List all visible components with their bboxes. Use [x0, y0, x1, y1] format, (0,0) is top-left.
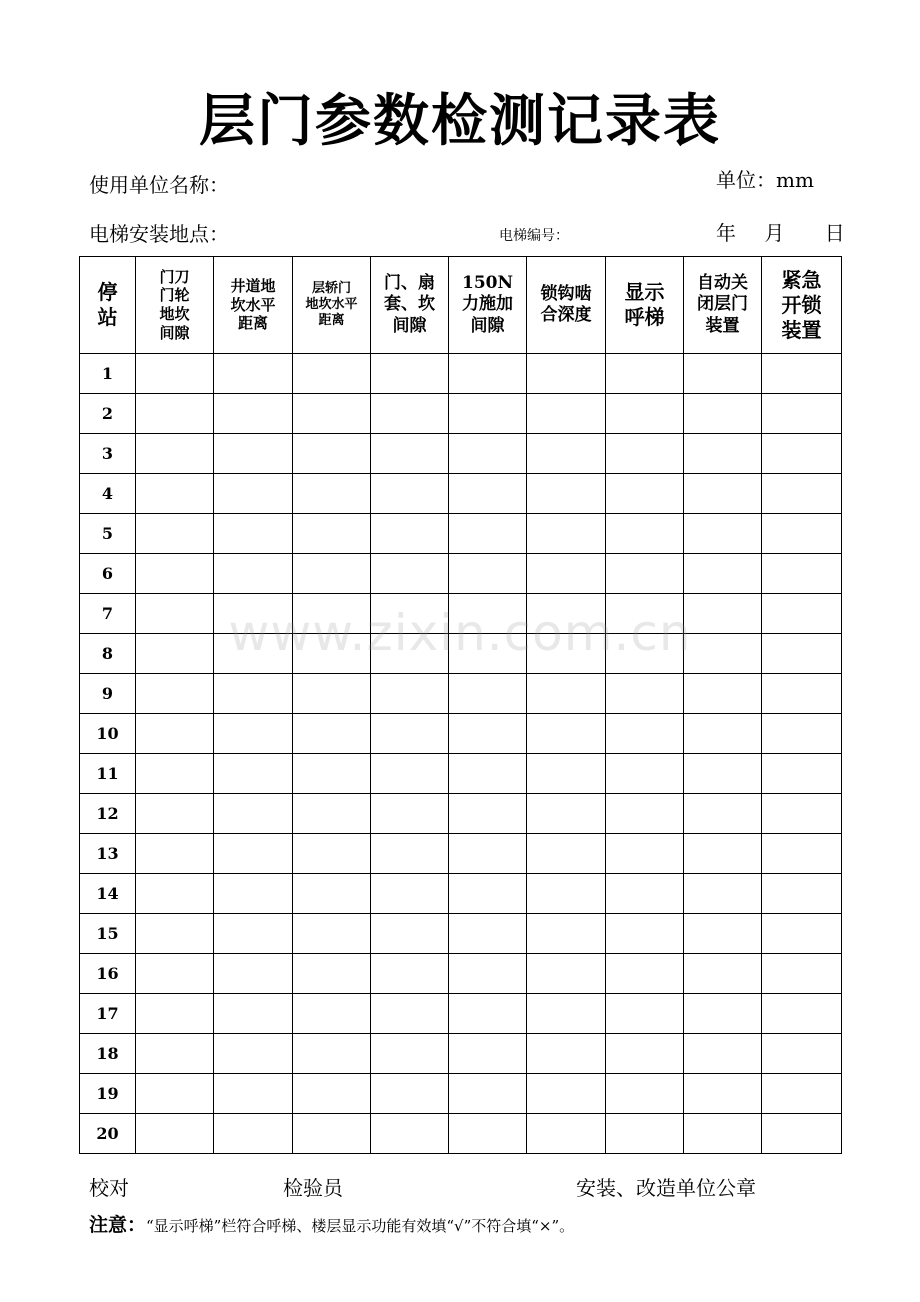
- table-cell: [606, 394, 684, 434]
- table-cell: [527, 434, 606, 474]
- table-cell: [527, 474, 606, 514]
- note-label: 注意：: [89, 1214, 147, 1236]
- table-cell: [293, 514, 371, 554]
- table-row: [80, 754, 842, 794]
- table-cell: [136, 954, 214, 994]
- stop-number: 12: [80, 794, 136, 834]
- stop-number: 7: [80, 594, 136, 634]
- table-cell: [762, 594, 842, 634]
- header-line: 装置: [705, 315, 740, 336]
- table-cell: [136, 554, 214, 594]
- table-cell: [136, 794, 214, 834]
- stop-number: 1: [80, 354, 136, 394]
- table-cell: [136, 1074, 214, 1114]
- header-line: 地坎: [159, 305, 190, 323]
- header-line: 150N: [461, 273, 514, 294]
- table-cell: [762, 1074, 842, 1114]
- table-cell: [371, 714, 449, 754]
- table-cell: [293, 1034, 371, 1074]
- header-line: 套、坎: [384, 294, 435, 315]
- table-row: [80, 554, 842, 594]
- header-150n-gap: [449, 257, 527, 354]
- table-cell: [449, 634, 527, 674]
- table-cell: [293, 954, 371, 994]
- table-cell: [214, 914, 293, 954]
- table-cell: [762, 554, 842, 594]
- table-cell: [762, 834, 842, 874]
- table-cell: [684, 354, 762, 394]
- table-row: [80, 914, 842, 954]
- stop-number: 9: [80, 674, 136, 714]
- page-title: 层门参数检测记录表: [199, 88, 721, 154]
- table-cell: [214, 754, 293, 794]
- header-line: 距离: [318, 313, 345, 329]
- table-cell: [136, 834, 214, 874]
- table-cell: [136, 714, 214, 754]
- table-cell: [684, 594, 762, 634]
- table-cell: [606, 914, 684, 954]
- table-cell: [214, 1114, 293, 1154]
- table-cell: [762, 994, 842, 1034]
- table-cell: [762, 354, 842, 394]
- header-shaft-sill-distance: [214, 257, 293, 354]
- table-cell: [606, 514, 684, 554]
- table-cell: [449, 834, 527, 874]
- table-cell: [449, 954, 527, 994]
- table-cell: [606, 1114, 684, 1154]
- table-row: [80, 474, 842, 514]
- header-line: 层轿门: [311, 280, 351, 296]
- table-cell: [371, 514, 449, 554]
- header-line: 站: [97, 305, 118, 329]
- table-row: [80, 394, 842, 434]
- table-cell: [449, 994, 527, 1034]
- table-cell: [293, 394, 371, 434]
- table-body: [80, 354, 842, 1154]
- table-cell: [136, 434, 214, 474]
- table-cell: [136, 1114, 214, 1154]
- elevator-number-label: 电梯编号：: [499, 228, 569, 244]
- table-cell: [214, 634, 293, 674]
- table-cell: [527, 394, 606, 434]
- stop-number: 17: [80, 994, 136, 1034]
- table-cell: [214, 1034, 293, 1074]
- table-cell: [762, 634, 842, 674]
- table-cell: [449, 674, 527, 714]
- table-cell: [214, 514, 293, 554]
- table-cell: [136, 514, 214, 554]
- header-line: 间隙: [470, 315, 505, 336]
- table-cell: [527, 714, 606, 754]
- stop-number: 2: [80, 394, 136, 434]
- table-cell: [762, 1114, 842, 1154]
- table-cell: [606, 354, 684, 394]
- stop-number: 16: [80, 954, 136, 994]
- table-row: [80, 994, 842, 1034]
- table-cell: [214, 954, 293, 994]
- table-cell: [449, 594, 527, 634]
- stop-number: 14: [80, 874, 136, 914]
- header-line: 门、扇: [384, 273, 435, 294]
- table-cell: [136, 994, 214, 1034]
- header-line: 停: [97, 280, 118, 304]
- table-cell: [449, 1074, 527, 1114]
- table-cell: [293, 474, 371, 514]
- table-cell: [527, 794, 606, 834]
- table-cell: [527, 674, 606, 714]
- table-cell: [684, 754, 762, 794]
- header-line: 间隙: [159, 323, 190, 342]
- table-cell: [684, 434, 762, 474]
- table-cell: [762, 474, 842, 514]
- table-cell: [371, 754, 449, 794]
- table-cell: [684, 394, 762, 434]
- table-cell: [606, 634, 684, 674]
- table-cell: [214, 394, 293, 434]
- table-cell: [762, 1034, 842, 1074]
- stop-number: 3: [80, 434, 136, 474]
- header-line: 间隙: [392, 315, 427, 336]
- table-cell: [293, 634, 371, 674]
- table-cell: [293, 794, 371, 834]
- table-cell: [371, 794, 449, 834]
- header-emergency-unlock: [762, 257, 842, 354]
- table-row: [80, 594, 842, 634]
- table-row: [80, 1114, 842, 1154]
- table-cell: [136, 874, 214, 914]
- table-cell: [606, 994, 684, 1034]
- table-cell: [371, 674, 449, 714]
- table-cell: [762, 714, 842, 754]
- table-cell: [214, 474, 293, 514]
- table-cell: [527, 1074, 606, 1114]
- table-cell: [449, 914, 527, 954]
- table-cell: [449, 474, 527, 514]
- table-cell: [762, 514, 842, 554]
- table-cell: [214, 554, 293, 594]
- header-auto-close: [684, 257, 762, 354]
- header-line: 合深度: [540, 305, 592, 325]
- date-year: 年: [716, 221, 736, 245]
- table-row: [80, 514, 842, 554]
- table-cell: [762, 674, 842, 714]
- table-cell: [214, 1074, 293, 1114]
- table-cell: [371, 834, 449, 874]
- table-cell: [214, 434, 293, 474]
- table-cell: [293, 714, 371, 754]
- table-cell: [527, 634, 606, 674]
- table-cell: [762, 434, 842, 474]
- table-cell: [684, 994, 762, 1034]
- table-cell: [449, 754, 527, 794]
- table-cell: [214, 674, 293, 714]
- table-cell: [684, 954, 762, 994]
- table-cell: [371, 1114, 449, 1154]
- unit-label: 单位：mm: [716, 168, 814, 192]
- table-cell: [762, 874, 842, 914]
- table-cell: [371, 634, 449, 674]
- table-cell: [527, 914, 606, 954]
- stop-number: 4: [80, 474, 136, 514]
- table-cell: [449, 514, 527, 554]
- table-cell: [762, 754, 842, 794]
- table-cell: [449, 714, 527, 754]
- stop-number: 6: [80, 554, 136, 594]
- header-lock-engagement: [527, 257, 606, 354]
- table-cell: [606, 594, 684, 634]
- table-cell: [136, 474, 214, 514]
- header-line: 门轮: [159, 286, 190, 305]
- table-cell: [684, 714, 762, 754]
- note: [89, 1210, 574, 1237]
- table-cell: [527, 954, 606, 994]
- table-cell: [684, 674, 762, 714]
- watermark: www.zixin.com.cn: [228, 604, 692, 662]
- table-cell: [293, 674, 371, 714]
- table-cell: [606, 834, 684, 874]
- footer-inspector: 检验员: [283, 1176, 343, 1200]
- table-cell: [527, 874, 606, 914]
- table-cell: [293, 834, 371, 874]
- stop-number: 10: [80, 714, 136, 754]
- table-cell: [136, 634, 214, 674]
- table-cell: [371, 954, 449, 994]
- table-cell: [606, 674, 684, 714]
- table-cell: [214, 834, 293, 874]
- table-cell: [762, 954, 842, 994]
- table-cell: [527, 1034, 606, 1074]
- table-row: [80, 1034, 842, 1074]
- table-cell: [606, 554, 684, 594]
- table-cell: [293, 914, 371, 954]
- table-cell: [136, 914, 214, 954]
- header-line: 装置: [781, 317, 822, 342]
- table-cell: [527, 354, 606, 394]
- table-cell: [606, 794, 684, 834]
- table-cell: [684, 514, 762, 554]
- table-row: [80, 354, 842, 394]
- table-row: [80, 794, 842, 834]
- table-cell: [527, 594, 606, 634]
- header-call-display: [606, 257, 684, 354]
- header-line: 坎水平: [230, 295, 276, 314]
- table-cell: [606, 754, 684, 794]
- table-cell: [449, 794, 527, 834]
- table-row: [80, 674, 842, 714]
- date-month: 月: [764, 221, 785, 245]
- user-unit-label: 使用单位名称：: [89, 173, 229, 197]
- table-cell: [449, 874, 527, 914]
- stop-number: 15: [80, 914, 136, 954]
- table-cell: [371, 354, 449, 394]
- table-cell: [684, 474, 762, 514]
- table-cell: [762, 394, 842, 434]
- table-cell: [371, 874, 449, 914]
- table-cell: [293, 594, 371, 634]
- footer-proofread: 校对: [89, 1176, 129, 1200]
- table-cell: [527, 754, 606, 794]
- header-line: 呼梯: [624, 305, 665, 329]
- stop-number: 8: [80, 634, 136, 674]
- header-line: 开锁: [781, 292, 822, 317]
- table-cell: [136, 594, 214, 634]
- table-cell: [214, 994, 293, 1034]
- table-cell: [214, 874, 293, 914]
- table-row: [80, 954, 842, 994]
- table-cell: [371, 1074, 449, 1114]
- table-cell: [606, 474, 684, 514]
- table-cell: [214, 794, 293, 834]
- table-cell: [684, 554, 762, 594]
- table-cell: [606, 1034, 684, 1074]
- stop-number: 18: [80, 1034, 136, 1074]
- header-line: 井道地: [230, 276, 276, 295]
- table-cell: [371, 394, 449, 434]
- header-line: 地坎水平: [305, 296, 358, 312]
- table-cell: [684, 834, 762, 874]
- header-line: 显示: [624, 280, 665, 304]
- table-cell: [136, 1034, 214, 1074]
- table-row: [80, 434, 842, 474]
- table-cell: [449, 394, 527, 434]
- table-cell: [684, 634, 762, 674]
- note-text: “显示呼梯”栏符合呼梯、楼层显示功能有效填“√”不符合填“×”。: [146, 1217, 575, 1235]
- stop-number: 19: [80, 1074, 136, 1114]
- table-cell: [449, 434, 527, 474]
- table-cell: [293, 874, 371, 914]
- table-cell: [684, 794, 762, 834]
- table-cell: [293, 1074, 371, 1114]
- table-cell: [371, 434, 449, 474]
- header-line: 距离: [237, 314, 268, 333]
- table-cell: [606, 714, 684, 754]
- table-cell: [449, 1114, 527, 1154]
- table-cell: [527, 1114, 606, 1154]
- table-row: [80, 634, 842, 674]
- table-row: [80, 714, 842, 754]
- table-cell: [293, 754, 371, 794]
- table-cell: [606, 434, 684, 474]
- table-cell: [293, 994, 371, 1034]
- footer-seal: 安装、改造单位公章: [576, 1176, 756, 1200]
- header-row: [80, 257, 842, 354]
- table-cell: [293, 354, 371, 394]
- install-site-label: 电梯安装地点：: [89, 222, 229, 246]
- header-line: 闭层门: [697, 294, 748, 315]
- table-cell: [214, 354, 293, 394]
- table-cell: [136, 394, 214, 434]
- table-cell: [527, 834, 606, 874]
- header-line: 锁钩啮: [540, 283, 592, 304]
- table-cell: [684, 1074, 762, 1114]
- table-cell: [449, 354, 527, 394]
- table-cell: [527, 554, 606, 594]
- table-cell: [136, 754, 214, 794]
- header-line: 门刀: [159, 267, 190, 286]
- table-cell: [527, 514, 606, 554]
- table-cell: [684, 914, 762, 954]
- date-day: 日: [824, 221, 845, 245]
- table-cell: [684, 1034, 762, 1074]
- table-cell: [371, 594, 449, 634]
- table-cell: [214, 594, 293, 634]
- table-cell: [293, 434, 371, 474]
- header-line: 力施加: [462, 294, 513, 315]
- header-stop: [80, 257, 136, 354]
- table-cell: [449, 554, 527, 594]
- table-cell: [762, 794, 842, 834]
- header-car-landing-sill-distance: [293, 257, 371, 354]
- table-row: [80, 834, 842, 874]
- table-cell: [293, 554, 371, 594]
- table-cell: [684, 874, 762, 914]
- header-door-gap: [371, 257, 449, 354]
- table-cell: [371, 914, 449, 954]
- table-cell: [136, 674, 214, 714]
- header-line: 自动关: [697, 273, 748, 294]
- table-cell: [371, 1034, 449, 1074]
- table-row: [80, 874, 842, 914]
- table-cell: [293, 1114, 371, 1154]
- date-line: [716, 223, 845, 243]
- table-cell: [684, 1114, 762, 1154]
- table-cell: [136, 354, 214, 394]
- stop-number: 5: [80, 514, 136, 554]
- table-cell: [449, 1034, 527, 1074]
- inspection-table: [79, 256, 842, 1154]
- table-cell: [606, 1074, 684, 1114]
- stop-number: 11: [80, 754, 136, 794]
- stop-number: 20: [80, 1114, 136, 1154]
- header-line: 紧急: [781, 267, 822, 292]
- table-cell: [371, 474, 449, 514]
- table-cell: [371, 554, 449, 594]
- table-cell: [606, 954, 684, 994]
- table-row: [80, 1074, 842, 1114]
- table-cell: [371, 994, 449, 1034]
- table-cell: [527, 994, 606, 1034]
- table-cell: [214, 714, 293, 754]
- stop-number: 13: [80, 834, 136, 874]
- table-cell: [762, 914, 842, 954]
- header-door-vane-gap: [136, 257, 214, 354]
- table-cell: [606, 874, 684, 914]
